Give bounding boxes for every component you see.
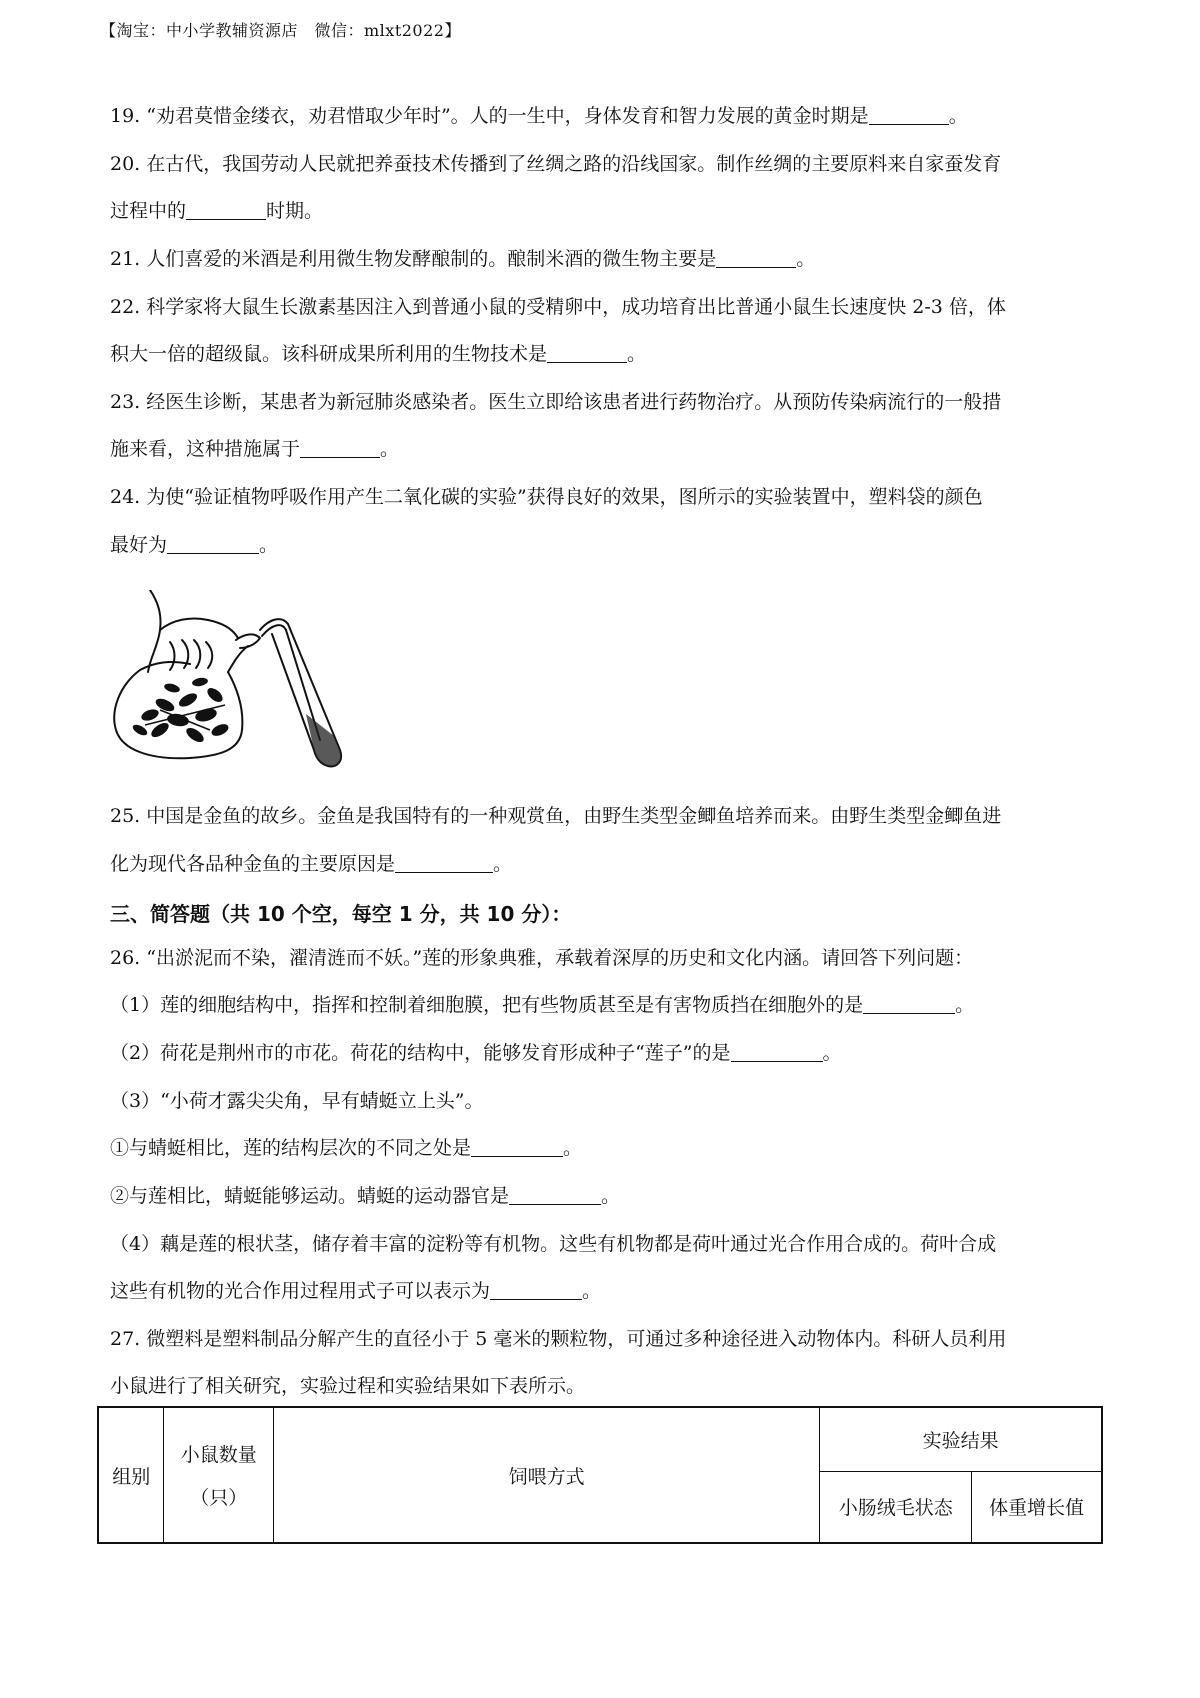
answer-blank[interactable] [716, 248, 796, 268]
answer-blank[interactable] [731, 1042, 823, 1062]
header-results: 实验结果 [820, 1407, 1102, 1471]
question-24-line-1: 24. 为使“验证植物呼吸作用产生二氧化碳的实验”获得良好的效果，图所示的实验装置中，塑料袋的颜色 [110, 486, 983, 508]
answer-blank[interactable] [509, 1185, 601, 1205]
answer-blank[interactable] [490, 1280, 582, 1300]
question-27-line-2: 小鼠进行了相关研究，实验过程和实验结果如下表所示。 [110, 1375, 586, 1397]
experiment-results-table [97, 1406, 1103, 1544]
header-villi-state: 小肠绒毛状态 [820, 1471, 972, 1543]
answer-blank[interactable] [186, 200, 266, 220]
question-26-part-1: （1）莲的细胞结构中，指挥和控制着细胞膜，把有些物质甚至是有害物质挡在细胞外的是 。 [110, 994, 975, 1016]
experiment-apparatus-illustration [110, 590, 372, 770]
header-feeding-method: 饲喂方式 [274, 1407, 820, 1543]
question-26-intro: 26. “出淤泥而不染，濯清涟而不妖。”莲的形象典雅，承载着深厚的历史和文化内涵。请回答下列问题： [110, 947, 974, 969]
question-26-part-4-line-1: （4）藕是莲的根状茎，储存着丰富的淀粉等有机物。这些有机物都是荷叶通过光合作用合成的。荷叶合成 [110, 1233, 997, 1255]
question-19: 19. “劝君莫惜金缕衣，劝君惜取少年时”。人的一生中，身体发育和智力发展的黄金时期是 。 [110, 105, 968, 127]
answer-blank[interactable] [167, 534, 259, 554]
header-group: 组别 [98, 1407, 164, 1543]
question-26-part-4-line-2: 这些有机物的光合作用过程用式子可以表示为 。 [110, 1280, 602, 1302]
answer-blank[interactable] [547, 343, 627, 363]
plant-leaves [131, 677, 230, 745]
answer-blank[interactable] [300, 438, 380, 458]
question-25-line-2: 化为现代各品种金鱼的主要原因是 。 [110, 853, 513, 875]
question-20-line-2: 过程中的 时期。 [110, 200, 324, 222]
question-23-line-2: 施来看，这种措施属于 。 [110, 438, 400, 460]
watermark-header: 【淘宝：中小学教辅资源店 微信：mlxt2022】 [100, 21, 461, 40]
question-24-line-2: 最好为 。 [110, 534, 279, 556]
answer-blank[interactable] [395, 853, 493, 873]
header-weight-gain: 体重增长值 [972, 1471, 1102, 1543]
question-25-line-1: 25. 中国是金鱼的故乡。金鱼是我国特有的一种观赏鱼，由野生类型金鲫鱼培养而来。由野生类型金鲫鱼进 [110, 805, 1002, 827]
header-mouse-count: 小鼠数量 （只） [164, 1407, 274, 1543]
answer-blank[interactable] [869, 105, 949, 125]
question-26-part-3b: ②与莲相比，蜻蜓能够运动。蜻蜓的运动器官是 。 [110, 1185, 621, 1207]
answer-blank[interactable] [471, 1137, 563, 1157]
question-23-line-1: 23. 经医生诊断，某患者为新冠肺炎感染者。医生立即给该患者进行药物治疗。从预防传染病流行的一般措 [110, 391, 1002, 413]
question-20-line-1: 20. 在古代，我国劳动人民就把养蚕技术传播到了丝绸之路的沿线国家。制作丝绸的主要原料来自家蚕发育 [110, 153, 1002, 175]
question-26-part-3: （3）“小荷才露尖尖角，早有蜻蜓立上头”。 [110, 1090, 484, 1112]
question-27-line-1: 27. 微塑料是塑料制品分解产生的直径小于 5 毫米的颗粒物，可通过多种途径进入动物体内。科研人员利用 [110, 1328, 1007, 1350]
answer-blank[interactable] [863, 994, 955, 1014]
question-26-part-2: （2）荷花是荆州市的市花。荷花的结构中，能够发育形成种子“莲子”的是 。 [110, 1042, 842, 1064]
question-22-line-2: 积大一倍的超级鼠。该科研成果所利用的生物技术是 。 [110, 343, 647, 365]
question-22-line-1: 22. 科学家将大鼠生长激素基因注入到普通小鼠的受精卵中，成功培育出比普通小鼠生长速度快 2-3 倍，体 [110, 296, 1006, 318]
question-26-part-3a: ①与蜻蜓相比，莲的结构层次的不同之处是 。 [110, 1137, 583, 1159]
question-21: 21. 人们喜爱的米酒是利用微生物发酵酿制的。酿制米酒的微生物主要是 。 [110, 248, 816, 270]
section-3-title: 三、简答题（共 10 个空，每空 1 分，共 10 分）： [110, 902, 572, 926]
